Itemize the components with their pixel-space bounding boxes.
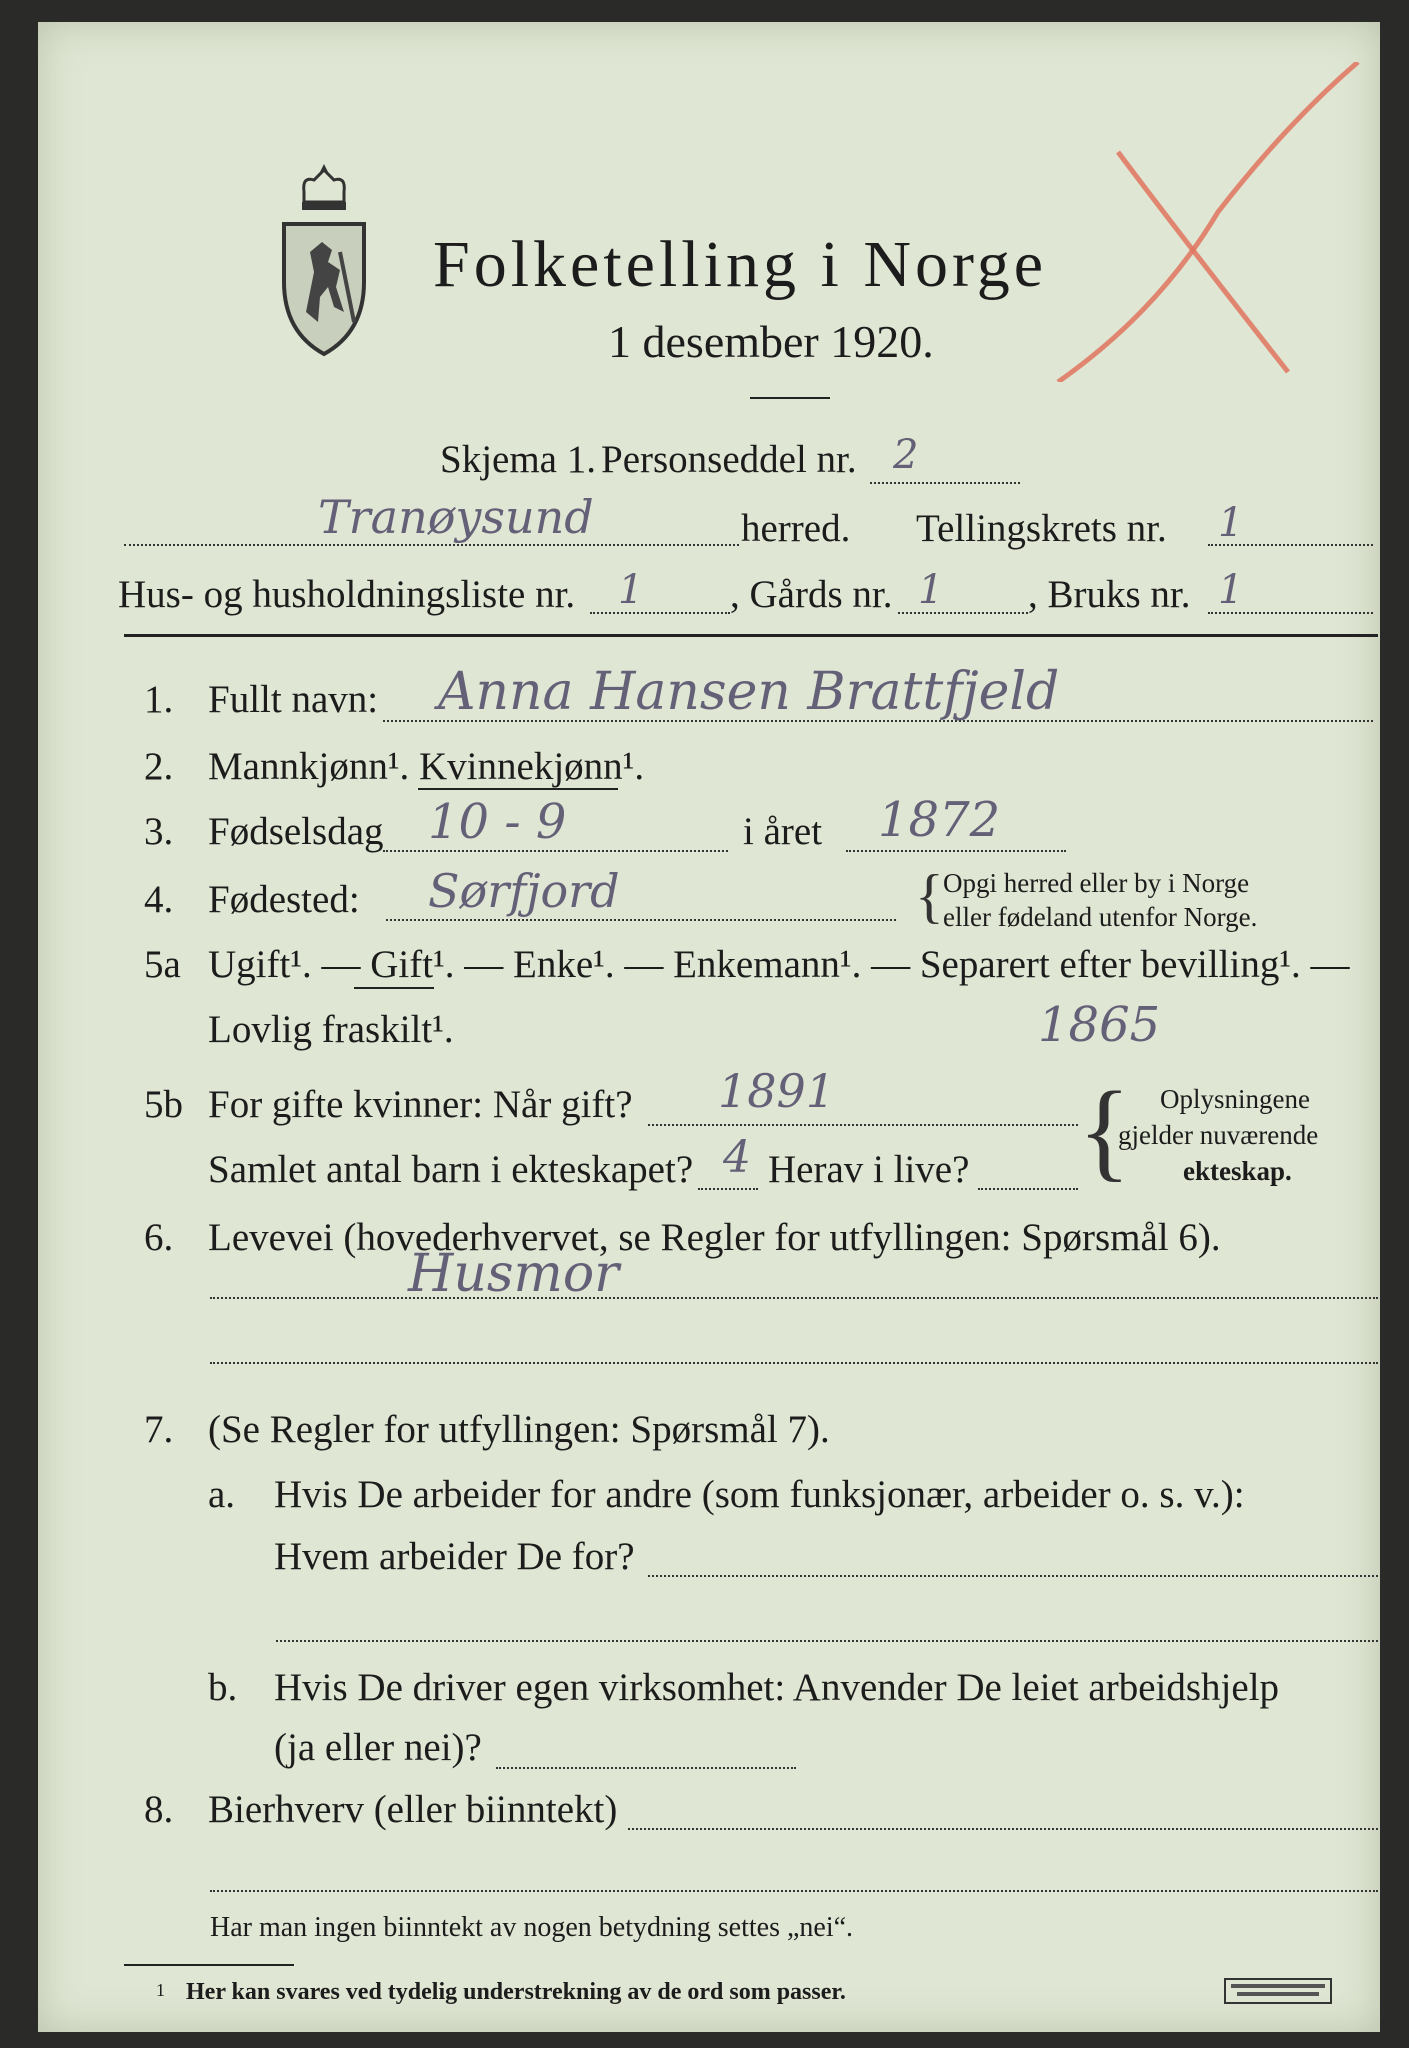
- q8-note: Har man ingen biinntekt av nogen betydning settes „nei“.: [210, 1912, 854, 1943]
- hus-label: Hus- og husholdningsliste nr.: [118, 573, 576, 616]
- herred-value[interactable]: Tranøysund: [318, 490, 594, 544]
- q5b-line: [648, 1124, 1078, 1126]
- printer-stamp-icon: [1223, 1977, 1333, 2005]
- q3-number: 3.: [144, 810, 174, 853]
- q5a-number: 5a: [144, 943, 181, 986]
- hus-line: [590, 612, 730, 614]
- q1-value[interactable]: Anna Hansen Brattfjeld: [438, 662, 1060, 722]
- q8-number: 8.: [144, 1788, 174, 1831]
- q2-kvinnekjonn-underline: [418, 788, 618, 790]
- footnote-divider: [124, 1964, 294, 1966]
- bruks-value[interactable]: 1: [1218, 567, 1244, 613]
- footnote-text: Her kan svares ved tydelig understrekning av de ord som passer.: [186, 1979, 846, 2005]
- q5b-children-label: Samlet antal barn i ekteskapet?: [208, 1148, 694, 1191]
- q8-line-1[interactable]: [628, 1828, 1378, 1830]
- q4-value[interactable]: Sørfjord: [428, 864, 620, 918]
- footnote-mark: 1: [156, 1980, 165, 2000]
- q5b-note-brace: {: [1078, 1069, 1131, 1191]
- q7b-line[interactable]: [496, 1767, 796, 1769]
- q3-year-line: [846, 850, 1066, 852]
- q4-note-1: Opgi herred eller by i Norge: [943, 868, 1250, 898]
- q8-label: Bierhverv (eller biinntekt): [208, 1788, 618, 1831]
- q4-label: Fødested:: [208, 878, 360, 921]
- q7a-line-1[interactable]: [648, 1575, 1378, 1577]
- q6-line-2: [210, 1362, 1378, 1364]
- title-divider: [750, 397, 830, 399]
- form-title: Folketelling i Norge: [433, 228, 1048, 301]
- q8-line-2[interactable]: [210, 1890, 1378, 1892]
- q7a-letter: a.: [208, 1473, 236, 1516]
- q6-label: Levevei (hovederhvervet, se Regler for utfyllingen: Spørsmål 6).: [208, 1216, 1221, 1259]
- gards-label: , Gårds nr.: [730, 573, 893, 616]
- q5b-children-line: [698, 1188, 758, 1190]
- q1-label: Fullt navn:: [208, 678, 379, 721]
- q2-label: Mannkjønn¹. Kvinnekjønn¹.: [208, 745, 645, 788]
- q5b-note-2: gjelder nuværende: [1118, 1120, 1319, 1150]
- q4-number: 4.: [144, 878, 174, 921]
- q3-value[interactable]: 10 - 9: [428, 794, 567, 850]
- q5a-label: Ugift¹. — Gift¹. — Enke¹. — Enkemann¹. — Separert efter bevilling¹. —: [208, 943, 1350, 986]
- census-date: 1 desember 1920.: [608, 316, 934, 367]
- personseddel-line: [870, 482, 1020, 484]
- q1-number: 1.: [144, 678, 174, 721]
- red-cross-mark-icon: [1038, 62, 1368, 382]
- q2-number: 2.: [144, 745, 174, 788]
- q5b-number: 5b: [144, 1083, 183, 1126]
- header-divider: [124, 634, 1378, 637]
- q3-year-label: i året: [743, 810, 823, 853]
- q5b-alive-line: [978, 1188, 1078, 1190]
- q5b-value[interactable]: 1891: [718, 1064, 836, 1118]
- q7a-label: Hvis De arbeider for andre (som funksjonær, arbeider o. s. v.):: [274, 1473, 1245, 1516]
- q3-year-value[interactable]: 1872: [878, 792, 1001, 848]
- gards-value[interactable]: 1: [918, 567, 944, 613]
- q4-note-2: eller fødeland utenfor Norge.: [943, 902, 1258, 932]
- personseddel-value[interactable]: 2: [893, 432, 919, 478]
- q4-note-brace: {: [915, 863, 944, 929]
- q5b-children-value[interactable]: 4: [723, 1132, 751, 1183]
- q7-number: 7.: [144, 1408, 174, 1451]
- schema-label: Skjema 1.: [440, 438, 596, 481]
- q5a-label-2: Lovlig fraskilt¹.: [208, 1008, 454, 1051]
- tellingskrets-value[interactable]: 1: [1218, 500, 1244, 546]
- q6-number: 6.: [144, 1216, 174, 1259]
- q7a-line-2[interactable]: [276, 1640, 1378, 1642]
- bruks-label: , Bruks nr.: [1028, 573, 1191, 616]
- q5b-note-3: ekteskap.: [1183, 1156, 1292, 1186]
- q7-label: (Se Regler for utfyllingen: Spørsmål 7).: [208, 1408, 830, 1451]
- q7a-label-2: Hvem arbeider De for?: [274, 1535, 635, 1578]
- q7b-label-2: (ja eller nei)?: [274, 1726, 482, 1769]
- tellingskrets-label: Tellingskrets nr.: [916, 507, 1167, 550]
- coat-of-arms-icon: [274, 162, 374, 362]
- personseddel-label: Personseddel nr.: [601, 438, 857, 481]
- census-form-sheet: [38, 22, 1380, 2032]
- q3-label: Fødselsdag: [208, 810, 384, 853]
- q6-line-1: [210, 1297, 1378, 1299]
- q3-line: [383, 850, 728, 852]
- q5b-alive-label: Herav i live?: [768, 1148, 970, 1191]
- q5b-note-1: Oplysningene: [1160, 1084, 1310, 1114]
- q7b-letter: b.: [208, 1666, 238, 1709]
- herred-label: herred.: [741, 507, 851, 550]
- q5a-gift-underline: [354, 987, 434, 989]
- hus-value[interactable]: 1: [618, 567, 644, 613]
- q6-value[interactable]: Husmor: [408, 1244, 619, 1304]
- q5a-margin-note: 1865: [1038, 997, 1161, 1053]
- q4-line: [386, 919, 896, 921]
- q7b-label: Hvis De driver egen virksomhet: Anvender De leiet arbeidshjelp: [274, 1666, 1280, 1709]
- herred-line: [124, 544, 739, 546]
- q5b-label: For gifte kvinner: Når gift?: [208, 1083, 633, 1126]
